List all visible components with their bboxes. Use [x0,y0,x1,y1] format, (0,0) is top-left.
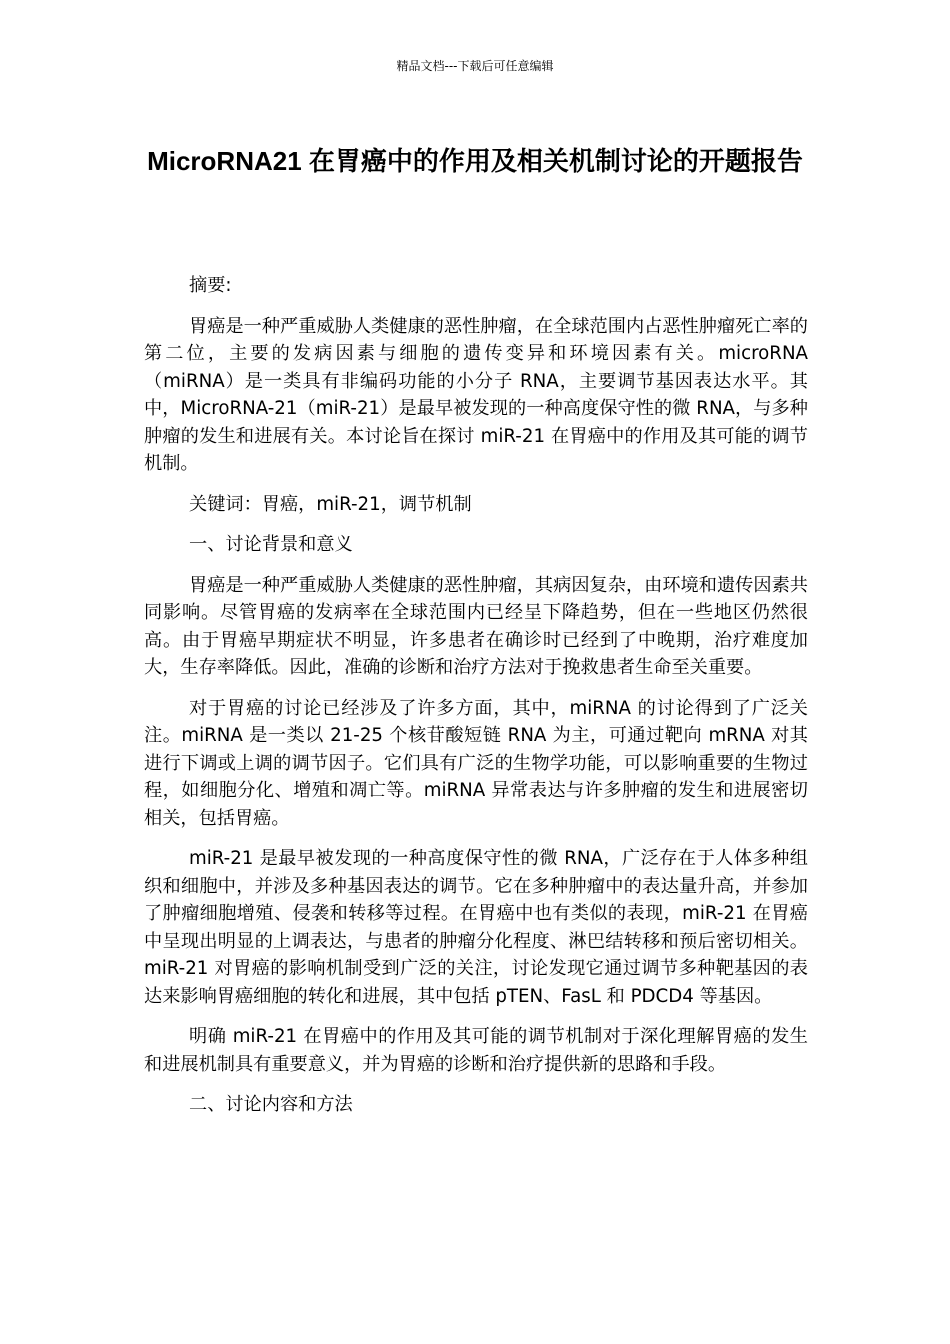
document-body [144,272,808,1132]
abstract-label: 摘要: [189,275,232,296]
body-paragraph: 对于胃癌的讨论已经涉及了许多方面，其中，miRNA 的讨论得到了广泛关注。miRNA 是一类以 21-25 个核苷酸短链 RNA 为主，可通过靶向 mRNA 对其进行下调或上调的调节因子。它们具有广泛的生物学功能，可以影响重要的生物过程，如细胞分化、增殖和凋亡等。miRNA 异常表达与许多肿瘤的发生和进展密切相关，包括胃癌。 [144,697,808,829]
section-heading-background: 一、讨论背景和意义 [189,534,353,555]
section-heading-methods: 二、讨论内容和方法 [189,1094,353,1115]
abstract-paragraph: 胃癌是一种严重威胁人类健康的恶性肿瘤，在全球范围内占恶性肿瘤死亡率的第二位，主要的发病因素与细胞的遗传变异和环境因素有关。microRNA（miRNA）是一类具有非编码功能的小分子 RNA，主要调节基因表达水平。其中，MicroRNA-21（miR-21）是最早被发现的一种高度保守性的微 RNA，与多种肿瘤的发生和进展有关。本讨论旨在探讨 miR-21 在胃癌中的作用及其可能的调节机制。 [144,315,808,474]
keywords-line: 关键词：胃癌，miR-21，调节机制 [189,493,472,515]
body-paragraph: 明确 miR-21 在胃癌中的作用及其可能的调节机制对于深化理解胃癌的发生和进展机制具有重要意义，并为胃癌的诊断和治疗提供新的思路和手段。 [144,1026,808,1075]
body-paragraph: 胃癌是一种严重威胁人类健康的恶性肿瘤，其病因复杂，由环境和遗传因素共同影响。尽管胃癌的发病率在全球范围内已经呈下降趋势，但在一些地区仍然很高。由于胃癌早期症状不明显，许多患者在确诊时已经到了中晚期，治疗难度加大，生存率降低。因此，准确的诊断和治疗方法对于挽救患者生命至关重要。 [144,574,808,678]
header-note: 精品文档---下载后可任意编辑 [396,59,554,73]
document-title: MicroRNA21 在胃癌中的作用及相关机制讨论的开题报告 [147,146,803,176]
body-paragraph: miR-21 是最早被发现的一种高度保守性的微 RNA，广泛存在于人体多种组织和细胞中，并涉及多种基因表达的调节。它在多种肿瘤中的表达量升高，并参加了肿瘤细胞增殖、侵袭和转移等过程。在胃癌中也有类似的表现，miR-21 在胃癌中呈现出明显的上调表达，与患者的肿瘤分化程度、淋巴结转移和预后密切相关。miR-21 对胃癌的影响机制受到广泛的关注，讨论发现它通过调节多种靶基因的表达来影响胃癌细胞的转化和进展，其中包括 pTEN、FasL 和 PDCD4 等基因。 [144,848,808,1007]
